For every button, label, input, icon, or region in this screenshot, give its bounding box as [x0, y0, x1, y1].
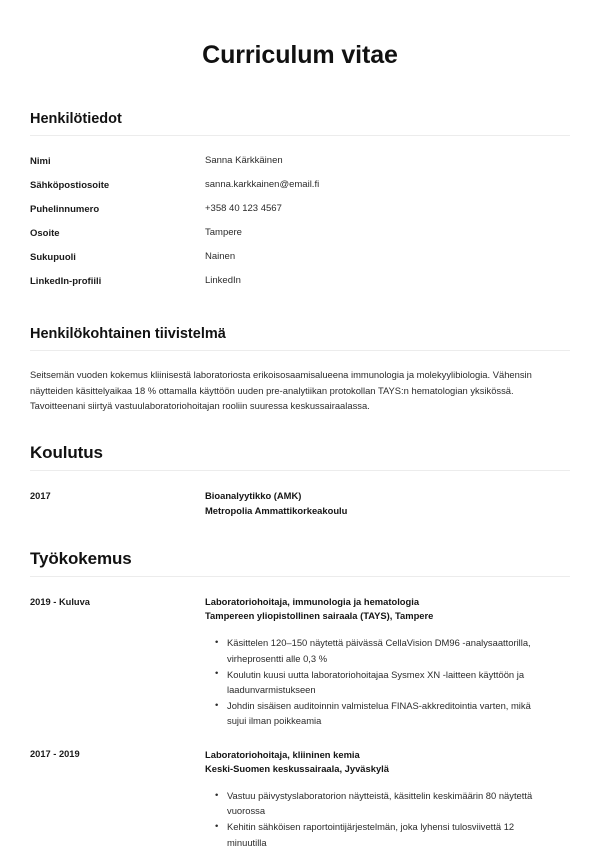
section-heading-summary: Henkilökohtainen tiivistelmä — [30, 326, 226, 343]
summary-paragraph: Seitsemän vuoden kokemus kliinisestä laboratoriosta erikoisosaamisalueena immunologia ja molekyylibiologia. Vähensin näytteiden käsittelyaikaa 18 % ottamalla käyttöön uuden pre-analytiikan protokollan TAYS:n hematologian yksikössä. Tavoitteenani siirtyä vastuulaboratoriohoitajan rooliin suuressa keskussairaalassa. — [30, 369, 532, 411]
education-entry — [30, 471, 570, 517]
spacer — [30, 299, 570, 325]
experience-entry — [30, 577, 570, 730]
list-item: • Johdin sisäisen auditoinnin valmistelua FINAS-akkreditointia varten, mikä sujui ilman poikkeamia — [227, 698, 552, 728]
detail-label: LinkedIn-profiili — [30, 275, 102, 287]
entry-body — [205, 595, 570, 730]
section-personal-details — [30, 110, 570, 299]
detail-label: Sukupuoli — [30, 251, 76, 263]
section-education — [30, 442, 570, 518]
detail-label: Puhelinnumero — [30, 203, 100, 215]
detail-value: Tampere — [205, 227, 242, 239]
section-heading-education: Koulutus — [30, 443, 103, 463]
section-experience — [30, 548, 570, 848]
detail-label: Sähköpostiosoite — [30, 179, 110, 191]
table-row — [30, 251, 570, 275]
list-item: • Vastuu päivystyslaboratorion näytteistä, käsittelin keskimäärin 80 näytettä vuorossa — [227, 788, 552, 818]
entry-body — [205, 748, 570, 848]
table-row — [30, 155, 570, 179]
spacer — [30, 413, 570, 442]
detail-value-linkedin[interactable]: LinkedIn — [205, 275, 241, 287]
list-item: • Kehitin sähköisen raportointijärjestelmän, joka lyhensi tulosviivettä 12 minuutilla — [227, 819, 552, 848]
section-summary — [30, 325, 570, 413]
entry-bullet-list — [205, 788, 570, 848]
experience-entry — [30, 730, 570, 848]
entry-organisation: Keski-Suomen keskussairaala, Jyväskylä — [205, 762, 389, 774]
table-row — [30, 179, 570, 203]
entry-period: 2017 — [30, 490, 51, 501]
list-item: • Koulutin kuusi uutta laboratoriohoitajaa Sysmex XN -laitteen käyttöön ja laadunvarmistukseen — [227, 667, 552, 697]
detail-label: Nimi — [30, 155, 51, 167]
personal-details-table — [30, 136, 570, 299]
detail-value: +358 40 123 4567 — [205, 203, 282, 215]
section-heading-experience: Työkokemus — [30, 548, 132, 568]
entry-organisation: Metropolia Ammattikorkeakoulu — [205, 504, 348, 516]
entry-bullet-list — [205, 635, 570, 728]
table-row — [30, 275, 570, 299]
table-row — [30, 203, 570, 227]
table-row — [30, 227, 570, 251]
spacer — [30, 70, 570, 110]
page-title: Curriculum vitae — [202, 41, 398, 69]
entry-title: Laboratoriohoitaja, kliininen kemia — [205, 748, 360, 760]
section-heading-personal-details: Henkilötiedot — [30, 111, 122, 127]
entry-period: 2019 - Kuluva — [30, 596, 90, 607]
detail-value: sanna.karkkainen@email.fi — [205, 179, 320, 191]
entry-title: Bioanalyytikko (AMK) — [205, 490, 302, 502]
entry-body — [205, 489, 570, 517]
entry-period: 2017 - 2019 — [30, 749, 80, 760]
detail-value: Sanna Kärkkäinen — [205, 155, 283, 167]
detail-label: Osoite — [30, 227, 60, 239]
list-item: • Käsittelen 120–150 näytettä päivässä CellaVision DM96 -analysaattorilla, virheprosentti alle 0,3 % — [227, 635, 552, 665]
entry-organisation: Tampereen yliopistollinen sairaala (TAYS), Tampere — [205, 610, 434, 622]
detail-value: Nainen — [205, 251, 236, 263]
summary-text-block — [30, 351, 570, 413]
entry-title: Laboratoriohoitaja, immunologia ja hematologia — [205, 596, 420, 608]
spacer — [30, 518, 570, 548]
